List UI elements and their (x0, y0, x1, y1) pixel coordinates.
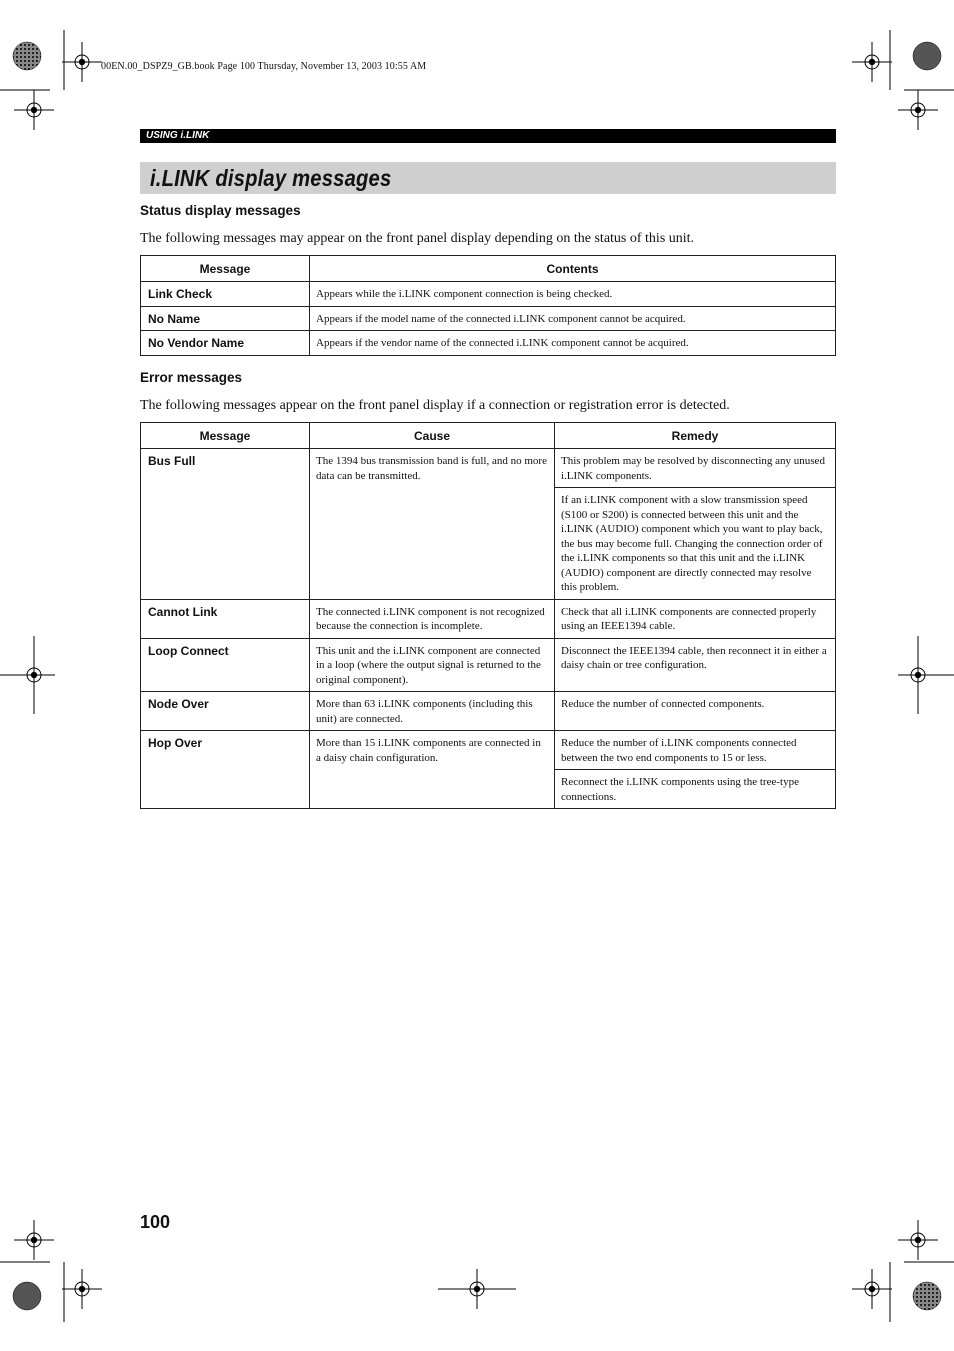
error-heading: Error messages (140, 370, 243, 385)
error-messages-table (140, 422, 836, 809)
contents-cell: Appears if the vendor name of the connected i.LINK component cannot be acquired. (310, 331, 836, 356)
remedy-cell: Check that all i.LINK components are connected properly using an IEEE1394 cable. (555, 599, 836, 638)
cause-cell: More than 63 i.LINK components (including this unit) are connected. (310, 692, 555, 731)
message-cell: Hop Over (141, 731, 310, 809)
table-row (141, 282, 836, 307)
column-header-remedy: Remedy (555, 423, 836, 449)
remedy-cell: Reduce the number of connected components. (555, 692, 836, 731)
message-cell: Node Over (141, 692, 310, 731)
table-header-row (141, 423, 836, 449)
column-header-cause: Cause (310, 423, 555, 449)
table-header-row (141, 256, 836, 282)
table-row (141, 599, 836, 638)
column-header-contents: Contents (310, 256, 836, 282)
table-row (141, 638, 836, 692)
page-number: 100 (140, 1212, 171, 1232)
message-cell: No Name (141, 306, 310, 331)
column-header-message: Message (141, 423, 310, 449)
message-cell: No Vendor Name (141, 331, 310, 356)
remedy-cell: Reconnect the i.LINK components using the tree-type connections. (555, 770, 836, 809)
page-title: i.LINK display messages (150, 165, 392, 191)
table-row (141, 306, 836, 331)
error-intro: The following messages appear on the front panel display if a connection or registration error is detected. (140, 398, 730, 413)
cause-cell: The connected i.LINK component is not recognized because the connection is incomplete. (310, 599, 555, 638)
remedy-cell: Reduce the number of i.LINK components connected between the two end components to 15 or less. (555, 731, 836, 770)
table-row (141, 449, 836, 488)
contents-cell: Appears while the i.LINK component connection is being checked. (310, 282, 836, 307)
message-cell: Cannot Link (141, 599, 310, 638)
section-label: USING i.LINK (146, 130, 210, 141)
remedy-cell: This problem may be resolved by disconnecting any unused i.LINK components. (555, 449, 836, 488)
cause-cell: The 1394 bus transmission band is full, and no more data can be transmitted. (310, 449, 555, 600)
status-messages-table (140, 255, 836, 356)
table-row (141, 692, 836, 731)
section-label-bar (140, 129, 836, 143)
cause-cell: More than 15 i.LINK components are connected in a daisy chain configuration. (310, 731, 555, 809)
table-row (141, 331, 836, 356)
message-cell: Link Check (141, 282, 310, 307)
status-intro: The following messages may appear on the front panel display depending on the status of this unit. (140, 231, 695, 246)
table-row (141, 731, 836, 770)
file-info-header: 00EN.00_DSPZ9_GB.book Page 100 Thursday, November 13, 2003 10:55 AM (101, 61, 427, 72)
remedy-cell: Disconnect the IEEE1394 cable, then reconnect it in either a daisy chain or tree configuration. (555, 638, 836, 692)
remedy-cell: If an i.LINK component with a slow transmission speed (S100 or S200) is connected between this unit and the i.LINK (AUDIO) component which you want to play back, the bus may become full. Changing the connection order of the i.LINK components so that this unit and the i.LINK (AUDIO) component are directly connected may resolve this problem. (555, 488, 836, 600)
cause-cell: This unit and the i.LINK component are connected in a loop (where the output signal is returned to the original component). (310, 638, 555, 692)
column-header-message: Message (141, 256, 310, 282)
page-title-bar (140, 162, 836, 194)
status-heading: Status display messages (140, 203, 301, 218)
message-cell: Bus Full (141, 449, 310, 600)
message-cell: Loop Connect (141, 638, 310, 692)
contents-cell: Appears if the model name of the connected i.LINK component cannot be acquired. (310, 306, 836, 331)
